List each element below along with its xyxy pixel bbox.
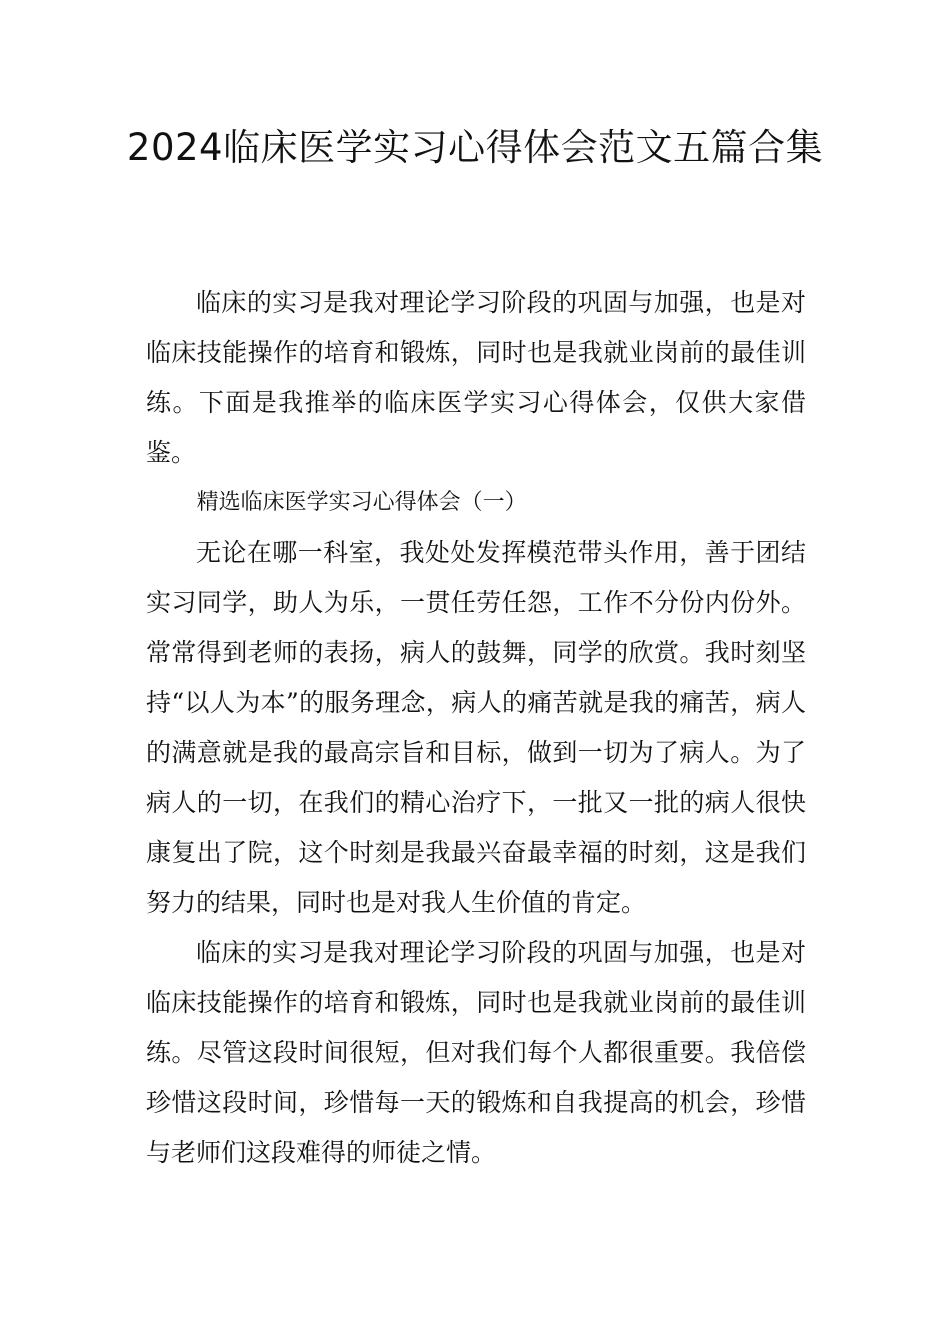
body-paragraph: 无论在哪一科室，我处处发挥模范带头作用，善于团结实习同学，助人为乐，一贯任劳任怨，工作不分份内份外。常常得到老师的表扬，病人的鼓舞，同学的欣赏。我时刻坚持“以人为本”的服务理念，病人的痛苦就是我的痛苦，病人的满意就是我的最高宗旨和目标，做到一切为了病人。为了病人的一切，在我们的精心治疗下，一批又一批的病人很快康复出了院，这个时刻是我最兴奋最幸福的时刻，这是我们努力的结果，同时也是对我人生价值的肯定。	[146, 538, 806, 917]
document-body	[146, 278, 806, 1178]
section-heading: 精选临床医学实习心得体会（一）	[196, 490, 527, 515]
intro-paragraph: 临床的实习是我对理论学习阶段的巩固与加强，也是对临床技能操作的培育和锻炼，同时也是我就业岗前的最佳训练。下面是我推举的临床医学实习心得体会，仅供大家借鉴。	[146, 288, 806, 467]
body-paragraph: 临床的实习是我对理论学习阶段的巩固与加强，也是对临床技能操作的培育和锻炼，同时也是我就业岗前的最佳训练。尽管这段时间很短，但对我们每个人都很重要。我倍偿珍惜这段时间，珍惜每一天的锻炼和自我提高的机会，珍惜与老师们这段难得的师徒之情。	[146, 938, 806, 1167]
document-title: 2024临床医学实习心得体会范文五篇合集	[126, 126, 824, 169]
